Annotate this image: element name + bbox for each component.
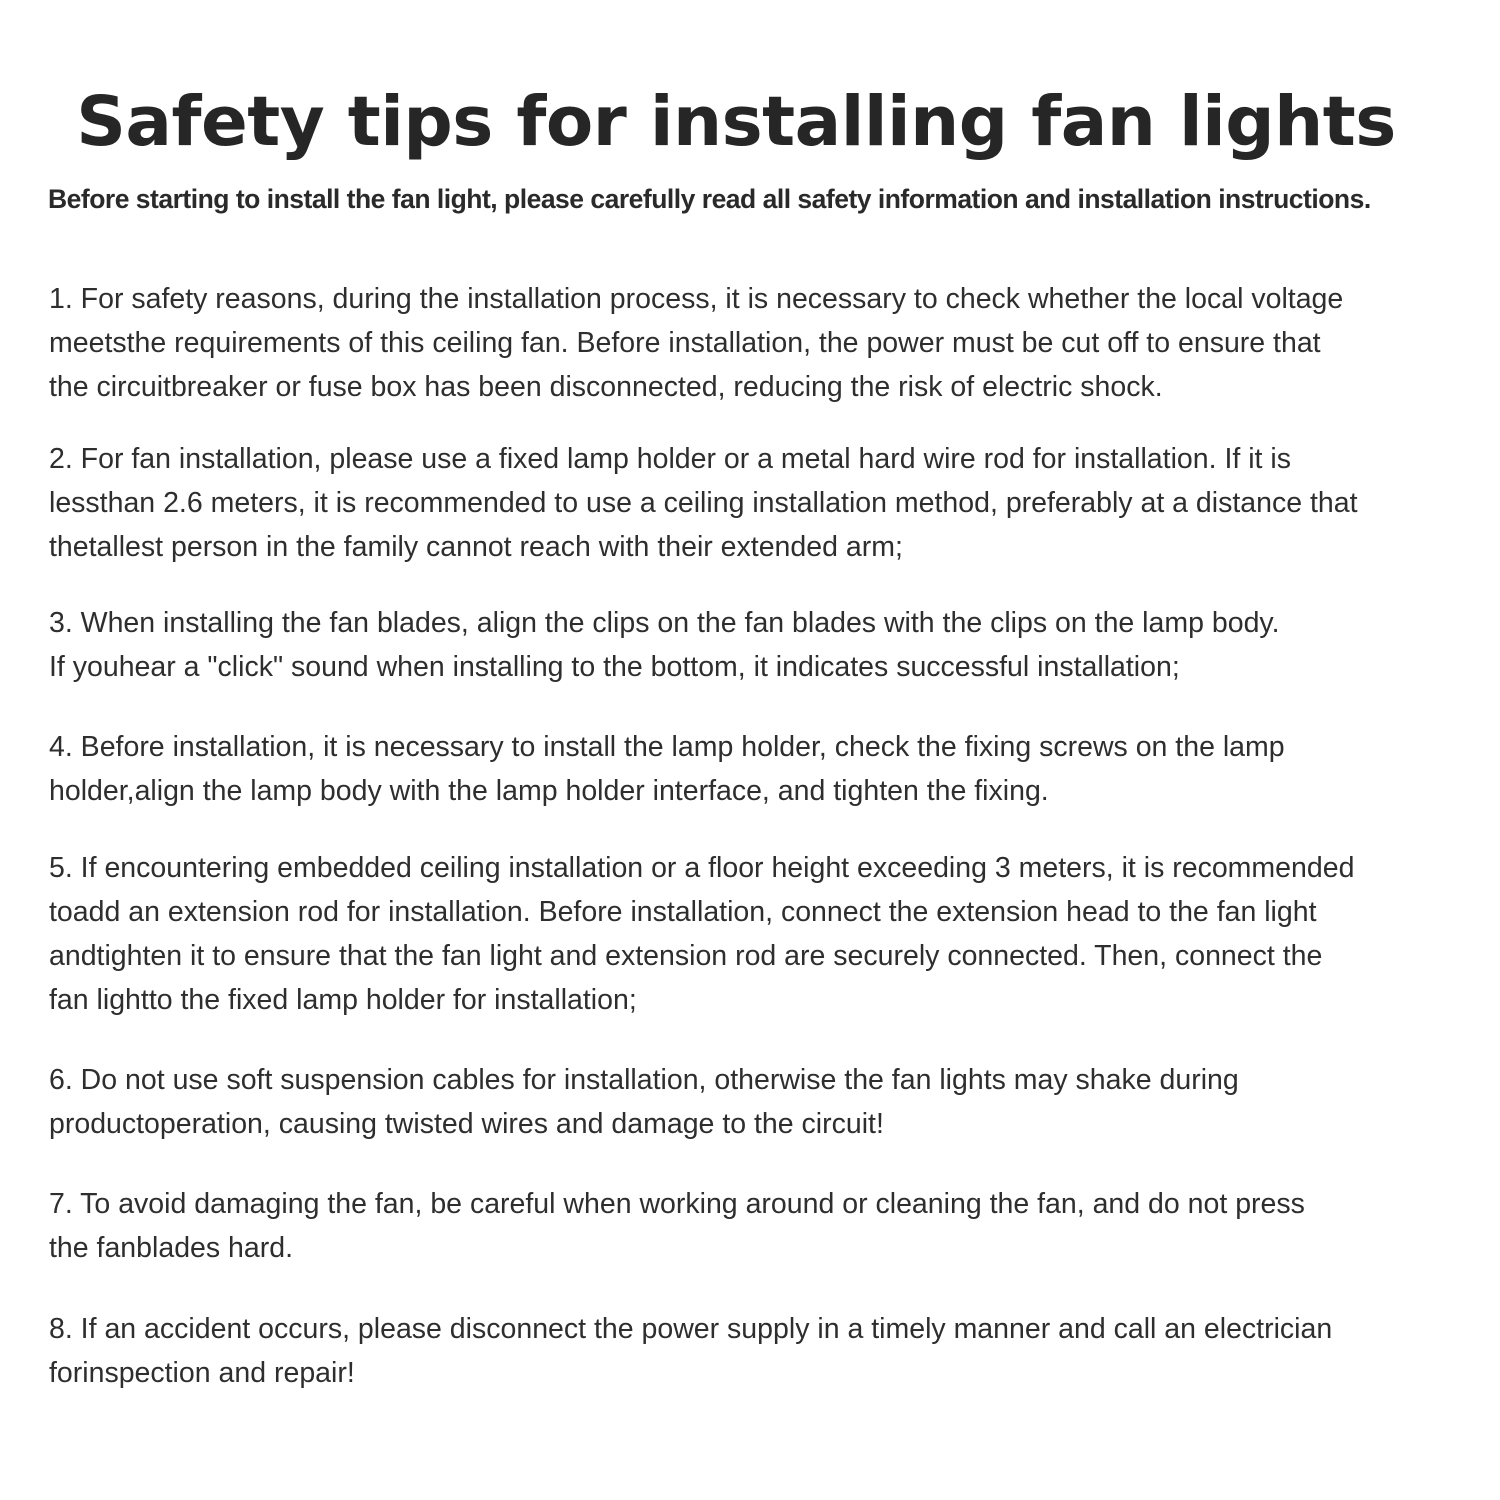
safety-tip-2 — [49, 437, 1469, 569]
tip-line: 2. For fan installation, please use a fixed lamp holder or a metal hard wire rod for installation. If it is — [49, 443, 1291, 475]
tip-line: 3. When installing the fan blades, align the clips on the fan blades with the clips on the lamp body. — [49, 607, 1280, 639]
tip-line: the circuitbreaker or fuse box has been disconnected, reducing the risk of electric shock. — [49, 371, 1163, 403]
tip-line: the fanblades hard. — [49, 1232, 294, 1264]
tip-line: 7. To avoid damaging the fan, be careful when working around or cleaning the fan, and do not press — [49, 1188, 1305, 1220]
tip-line: 4. Before installation, it is necessary to install the lamp holder, check the fixing screws on the lamp — [49, 731, 1285, 763]
safety-tip-1 — [49, 277, 1469, 409]
safety-tip-7 — [49, 1182, 1469, 1270]
tip-line: If youhear a "click" sound when installing to the bottom, it indicates successful installation; — [49, 651, 1180, 683]
page-title: Safety tips for installing fan lights — [76, 82, 1396, 162]
tip-line: meetsthe requirements of this ceiling fan. Before installation, the power must be cut off to ensure that — [49, 327, 1321, 359]
tip-line: productoperation, causing twisted wires and damage to the circuit! — [49, 1108, 884, 1140]
tip-line: toadd an extension rod for installation. Before installation, connect the extension head to the fan light — [49, 896, 1317, 928]
safety-tip-8 — [49, 1307, 1469, 1395]
safety-tip-5 — [49, 846, 1469, 1022]
safety-tip-6 — [49, 1058, 1469, 1146]
page-subtitle: Before starting to install the fan light, please carefully read all safety information and installation instructions. — [48, 184, 1371, 214]
tip-line: 1. For safety reasons, during the installation process, it is necessary to check whether the local voltage — [49, 283, 1344, 315]
tip-line: 5. If encountering embedded ceiling installation or a floor height exceeding 3 meters, it is recommended — [49, 852, 1355, 884]
tip-line: fan lightto the fixed lamp holder for installation; — [49, 984, 637, 1016]
tip-line: 8. If an accident occurs, please disconnect the power supply in a timely manner and call an electrician — [49, 1313, 1333, 1345]
safety-tip-4 — [49, 725, 1469, 813]
tip-line: 6. Do not use soft suspension cables for installation, otherwise the fan lights may shake during — [49, 1064, 1239, 1096]
tip-line: holder,align the lamp body with the lamp holder interface, and tighten the fixing. — [49, 775, 1049, 807]
tip-line: lessthan 2.6 meters, it is recommended to use a ceiling installation method, preferably at a distance that — [49, 487, 1358, 519]
tip-line: thetallest person in the family cannot reach with their extended arm; — [49, 531, 903, 563]
safety-tip-3 — [49, 601, 1469, 689]
tip-line: andtighten it to ensure that the fan light and extension rod are securely connected. Then, connect the — [49, 940, 1323, 972]
tip-line: forinspection and repair! — [49, 1357, 355, 1389]
